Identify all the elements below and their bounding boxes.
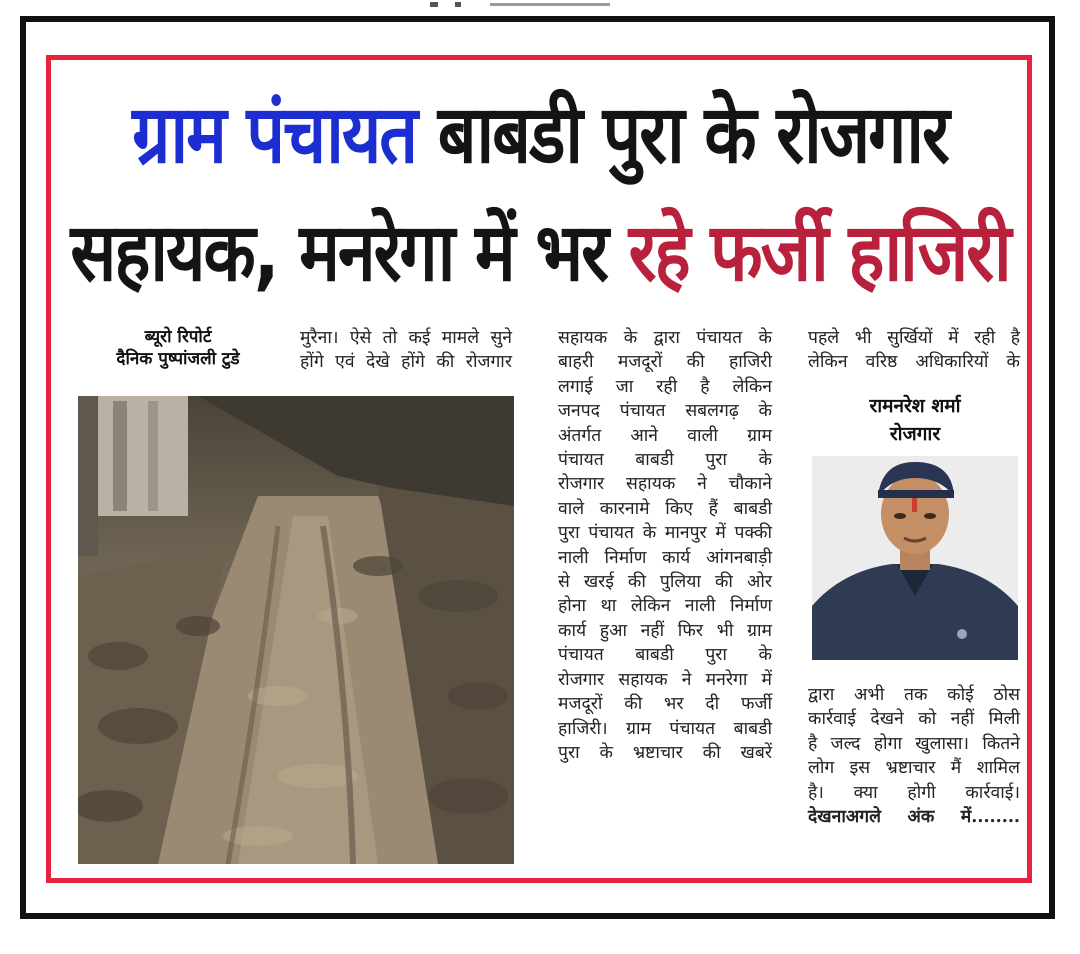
headline-black-text-1: बाबडी पुरा के रोजगार xyxy=(437,88,948,183)
headline-line-2 xyxy=(60,206,1020,301)
headline-line-1 xyxy=(60,88,1020,183)
byline-bureau: ब्यूरो रिपोर्ट xyxy=(144,327,212,347)
article-line: होंगे एवं देखे होंगे की रोजगार xyxy=(300,352,512,373)
byline xyxy=(78,326,278,370)
article-line: है जल्द होगा खुलासा। कितने xyxy=(808,733,1020,754)
road-photo-illustration xyxy=(78,396,514,864)
article-column-4-bottom xyxy=(808,683,1020,829)
article-column-2 xyxy=(300,326,512,375)
article-line: मुरैना। ऐसे तो कई मामले सुने xyxy=(300,328,512,348)
caption-name: रामनरेश शर्मा xyxy=(869,395,961,417)
article-line: बाहरी मजदूरों की हाजिरी xyxy=(558,352,772,373)
article-line: पुरा पंचायत के मानपुर में पक्की xyxy=(558,523,772,544)
article-line: रोजगार सहायक ने मनरेगा में xyxy=(558,669,772,690)
article-line: जनपद पंचायत सबलगढ़ के xyxy=(558,401,772,422)
article-line: लोग इस भ्रष्टाचार मैं शामिल xyxy=(808,758,1020,779)
article-line: नाली निर्माण कार्य आंगनबाड़ी xyxy=(558,547,772,568)
headline-blue-text: ग्राम पंचायत xyxy=(132,88,417,183)
article-line: सहायक के द्वारा पंचायत के xyxy=(558,328,772,348)
article-line: पंचायत बाबडी पुरा के xyxy=(558,645,772,666)
headline-maroon-text: रहे फर्जी हाजिरी xyxy=(628,206,1010,301)
article-line: वाले कारनामे किए हैं बाबडी xyxy=(558,498,772,519)
headline-black-text-2: सहायक, मनरेगा में भर xyxy=(70,206,607,301)
article-line: कार्य हुआ नहीं फिर भी ग्राम xyxy=(558,620,772,641)
person-photo xyxy=(812,456,1018,660)
article-line: लगाई जा रही है लेकिन xyxy=(558,376,772,397)
person-photo-illustration xyxy=(812,456,1018,660)
article-line: पंचायत बाबडी पुरा के xyxy=(558,450,772,471)
article-closing-line: देखनाअगले अंक में........ xyxy=(808,807,1020,828)
article-line: पहले भी सुर्खियों में रही है xyxy=(808,328,1020,348)
article-line: होना था लेकिन नाली निर्माण xyxy=(558,596,772,617)
article-line: से खरई की पुलिया की ओर xyxy=(558,572,772,593)
article-column-4-top xyxy=(808,326,1020,375)
article-line: कार्रवाई देखने को नहीं मिली xyxy=(808,709,1020,730)
article-line: मजदूरों की भर दी फर्जी xyxy=(558,694,772,715)
article-line: द्वारा अभी तक कोई ठोस xyxy=(808,685,1020,705)
article-line: हाजिरी। ग्राम पंचायत बाबडी xyxy=(558,718,772,739)
caption-role: रोजगार xyxy=(889,423,941,445)
article-column-3 xyxy=(558,326,772,765)
top-edge-scrap xyxy=(400,0,700,10)
road-photo xyxy=(78,396,514,864)
article-line: अंतर्गत आने वाली ग्राम xyxy=(558,425,772,446)
article-line: पुरा के भ्रष्टाचार की खबरें xyxy=(558,742,772,763)
article-line: है। क्या होगी कार्रवाई। xyxy=(808,782,1020,803)
article-line: लेकिन वरिष्ठ अधिकारियों के xyxy=(808,352,1020,373)
byline-paper: दैनिक पुष्पांजली टुडे xyxy=(116,349,240,369)
photo-caption xyxy=(820,392,1010,448)
article-line: रोजगार सहायक ने चौकाने xyxy=(558,474,772,495)
